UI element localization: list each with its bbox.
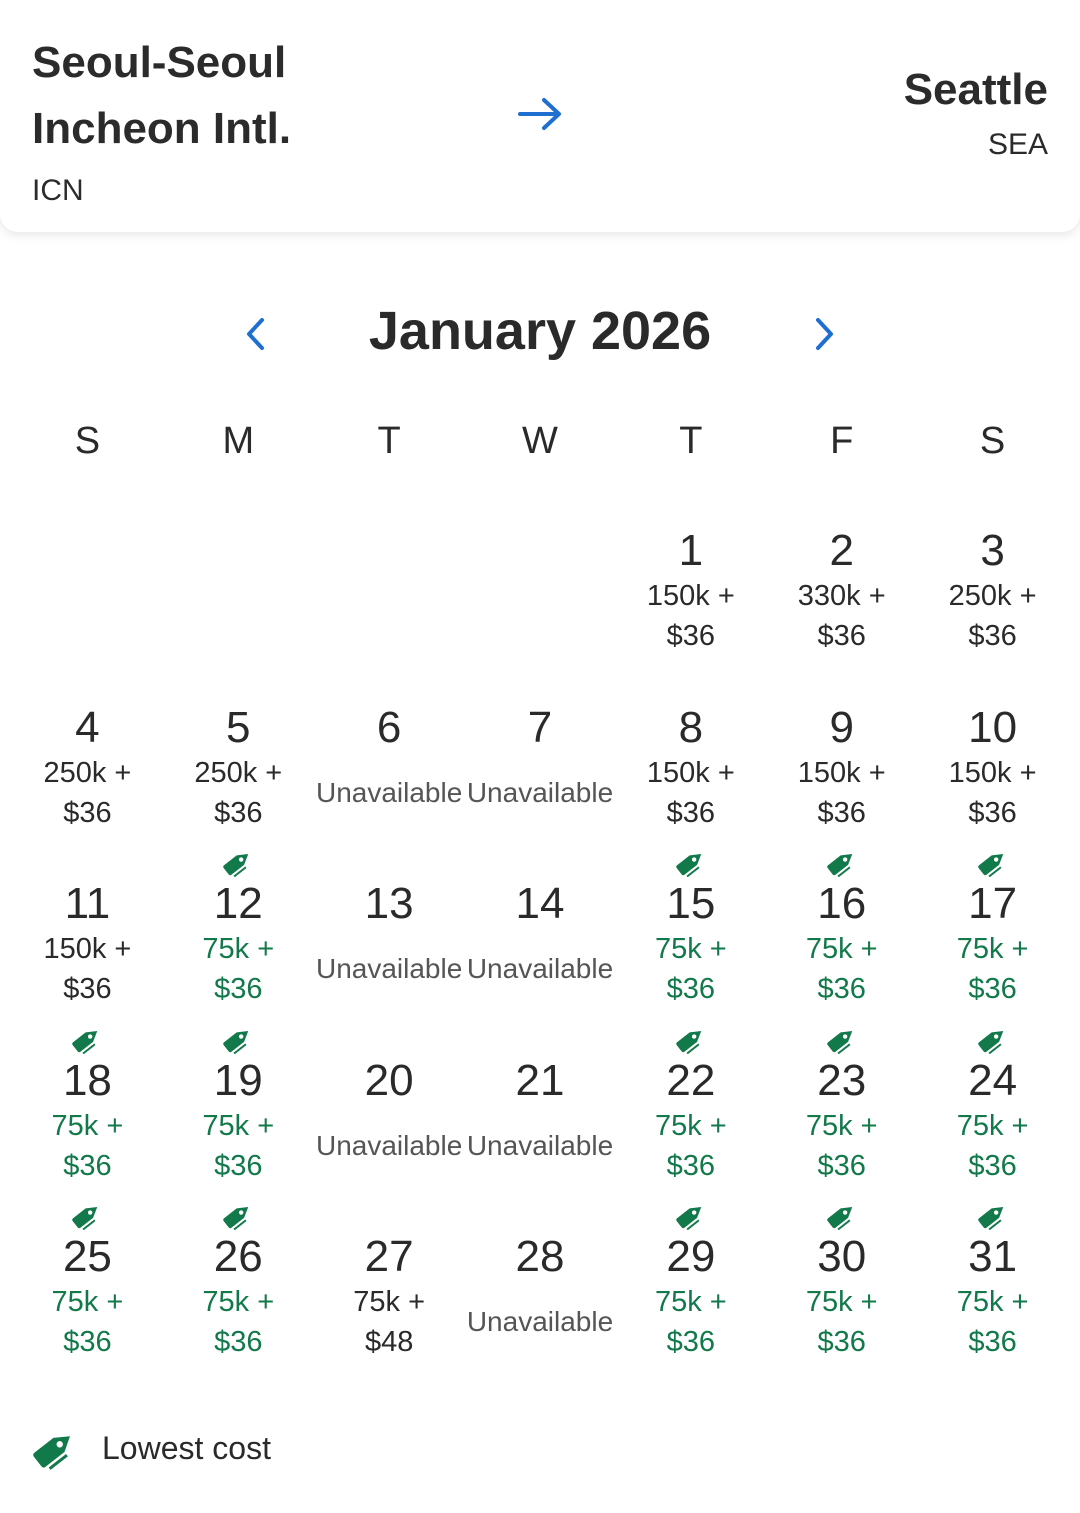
day-price: 75k + $36 [805, 1286, 878, 1358]
day-number: 6 [376, 702, 402, 752]
day-price: 150k + $36 [646, 756, 735, 829]
day-price: 250k + $36 [948, 580, 1037, 652]
price-tag-icon [221, 1024, 255, 1054]
day-number: 10 [968, 702, 1018, 752]
day-price: 75k + $36 [654, 933, 727, 1005]
weekday-label: T [377, 420, 401, 462]
empty-day-cell [163, 498, 314, 675]
day-price: 75k + $36 [805, 933, 878, 1005]
month-navigation [0, 290, 1080, 380]
weekday-label: W [522, 420, 558, 462]
day-number: 15 [666, 879, 716, 928]
day-number: 18 [62, 1055, 112, 1105]
calendar-day-30[interactable] [766, 1204, 917, 1381]
footnote-cut-off [28, 1502, 1048, 1513]
empty-day-cell [12, 498, 163, 675]
day-number: 14 [515, 879, 565, 928]
day-number: 5 [226, 702, 251, 752]
calendar-day-6 [314, 675, 465, 852]
price-tag-icon [825, 1024, 859, 1054]
price-tag-icon [674, 847, 708, 877]
day-number: 28 [515, 1232, 565, 1281]
day-number: 19 [213, 1055, 263, 1105]
day-price: 75k + $36 [956, 1109, 1029, 1182]
day-price: 150k + $36 [797, 756, 886, 829]
destination-airport-code: SEA [987, 128, 1048, 161]
day-price: 75k + $36 [654, 1286, 727, 1358]
day-price: 75k + $36 [51, 1286, 124, 1358]
next-month-button[interactable] [804, 308, 844, 360]
day-number: 7 [527, 702, 553, 752]
calendar-day-12[interactable] [163, 851, 314, 1028]
calendar-day-17[interactable] [917, 851, 1068, 1028]
day-number: 29 [666, 1232, 716, 1281]
calendar-day-19[interactable] [163, 1028, 314, 1205]
day-number: 16 [817, 879, 867, 928]
calendar-grid [12, 498, 1068, 1381]
day-number: 24 [968, 1055, 1018, 1105]
price-tag-icon [674, 1024, 708, 1054]
calendar-day-18[interactable] [12, 1028, 163, 1205]
day-price: 75k + $36 [956, 933, 1029, 1005]
unavailable-label: Unavailable [466, 953, 614, 984]
unavailable-label: Unavailable [315, 1129, 463, 1161]
calendar-day-26[interactable] [163, 1204, 314, 1381]
origin [32, 30, 352, 208]
price-tag-icon [674, 1200, 708, 1230]
price-tag-icon [976, 1024, 1010, 1054]
day-number: 12 [213, 879, 263, 928]
calendar-day-21 [465, 1028, 616, 1205]
day-price: 75k + $36 [202, 1109, 275, 1182]
calendar-day-24[interactable] [917, 1028, 1068, 1205]
day-number: 1 [678, 526, 704, 575]
calendar-day-27[interactable] [314, 1204, 465, 1381]
calendar-day-8[interactable] [615, 675, 766, 852]
calendar-day-20 [314, 1028, 465, 1205]
unavailable-label: Unavailable [466, 776, 614, 808]
day-price: 75k + $36 [202, 1286, 275, 1358]
day-number: 11 [64, 879, 111, 928]
price-tag-icon [825, 847, 859, 877]
weekday-label: F [830, 420, 854, 462]
day-number: 25 [62, 1232, 112, 1281]
calendar-day-9[interactable] [766, 675, 917, 852]
weekday-label: M [222, 420, 255, 462]
price-tag-icon [221, 847, 255, 877]
calendar-day-25[interactable] [12, 1204, 163, 1381]
day-price: 75k + $36 [202, 933, 275, 1005]
day-price: 75k + $36 [654, 1109, 727, 1182]
unavailable-label: Unavailable [466, 1129, 614, 1161]
weekday-label: T [679, 420, 703, 462]
unavailable-label: Unavailable [315, 953, 463, 984]
chevron-right-icon [812, 314, 836, 354]
day-number: 17 [968, 879, 1018, 928]
price-tag-icon [70, 1200, 104, 1230]
day-price: 150k + $36 [646, 580, 735, 652]
legend [30, 1420, 271, 1476]
day-price: 330k + $36 [797, 580, 886, 652]
day-number: 2 [829, 526, 854, 575]
day-price: 250k + $36 [43, 756, 132, 829]
calendar-day-16[interactable] [766, 851, 917, 1028]
legend-label: Lowest cost [102, 1429, 271, 1466]
day-number: 9 [829, 702, 854, 752]
weekday-label: S [979, 420, 1006, 462]
calendar-day-23[interactable] [766, 1028, 917, 1205]
day-price: 250k + $36 [194, 756, 283, 829]
unavailable-label: Unavailable [466, 1306, 614, 1337]
empty-day-cell [314, 498, 465, 675]
calendar-day-14 [465, 851, 616, 1028]
calendar-day-29[interactable] [615, 1204, 766, 1381]
day-number: 30 [817, 1232, 867, 1281]
day-price: 75k + $48 [353, 1286, 425, 1358]
destination [904, 62, 1048, 162]
day-price: 75k + $36 [956, 1286, 1029, 1358]
calendar-day-2[interactable] [766, 498, 917, 675]
day-number: 3 [980, 526, 1005, 575]
day-number: 22 [666, 1055, 716, 1105]
price-tag-icon [976, 1200, 1010, 1230]
calendar-day-31[interactable] [917, 1204, 1068, 1381]
calendar-day-3[interactable] [917, 498, 1068, 675]
calendar-day-5[interactable] [163, 675, 314, 852]
calendar-day-22[interactable] [615, 1028, 766, 1205]
day-price: 150k + $36 [43, 933, 132, 1005]
calendar-day-7 [465, 675, 616, 852]
day-number: 27 [364, 1232, 414, 1281]
price-tag-icon [70, 1024, 104, 1054]
day-number: 4 [75, 702, 100, 752]
calendar-day-28 [465, 1204, 616, 1381]
day-number: 21 [515, 1055, 565, 1105]
price-tag-icon [976, 847, 1010, 877]
day-number: 13 [364, 879, 414, 928]
day-number: 8 [678, 702, 704, 752]
day-number: 26 [213, 1232, 263, 1281]
day-price: 75k + $36 [51, 1109, 124, 1182]
day-number: 23 [817, 1055, 867, 1105]
unavailable-label: Unavailable [315, 776, 463, 808]
origin-airport-name: Seoul-Seoul Incheon Intl. [32, 38, 292, 153]
day-price: 75k + $36 [805, 1109, 878, 1182]
route-card [0, 0, 1080, 232]
day-number: 31 [968, 1232, 1018, 1281]
empty-day-cell [465, 498, 616, 675]
weekday-label: S [74, 420, 101, 462]
calendar-day-1[interactable] [615, 498, 766, 675]
day-number: 20 [364, 1055, 414, 1105]
month-title: January 2026 [368, 301, 712, 361]
destination-airport-name: Seattle [903, 65, 1048, 114]
calendar-day-11[interactable] [12, 851, 163, 1028]
weekday-header [12, 420, 1068, 476]
calendar-day-13 [314, 851, 465, 1028]
calendar-day-10[interactable] [917, 675, 1068, 852]
calendar-day-4[interactable] [12, 675, 163, 852]
calendar-day-15[interactable] [615, 851, 766, 1028]
price-tag-icon [30, 1425, 80, 1471]
day-price: 150k + $36 [948, 756, 1037, 829]
arrow-right-icon [516, 94, 564, 134]
price-tag-icon [221, 1200, 255, 1230]
origin-airport-code: ICN [32, 174, 84, 207]
price-tag-icon [825, 1200, 859, 1230]
